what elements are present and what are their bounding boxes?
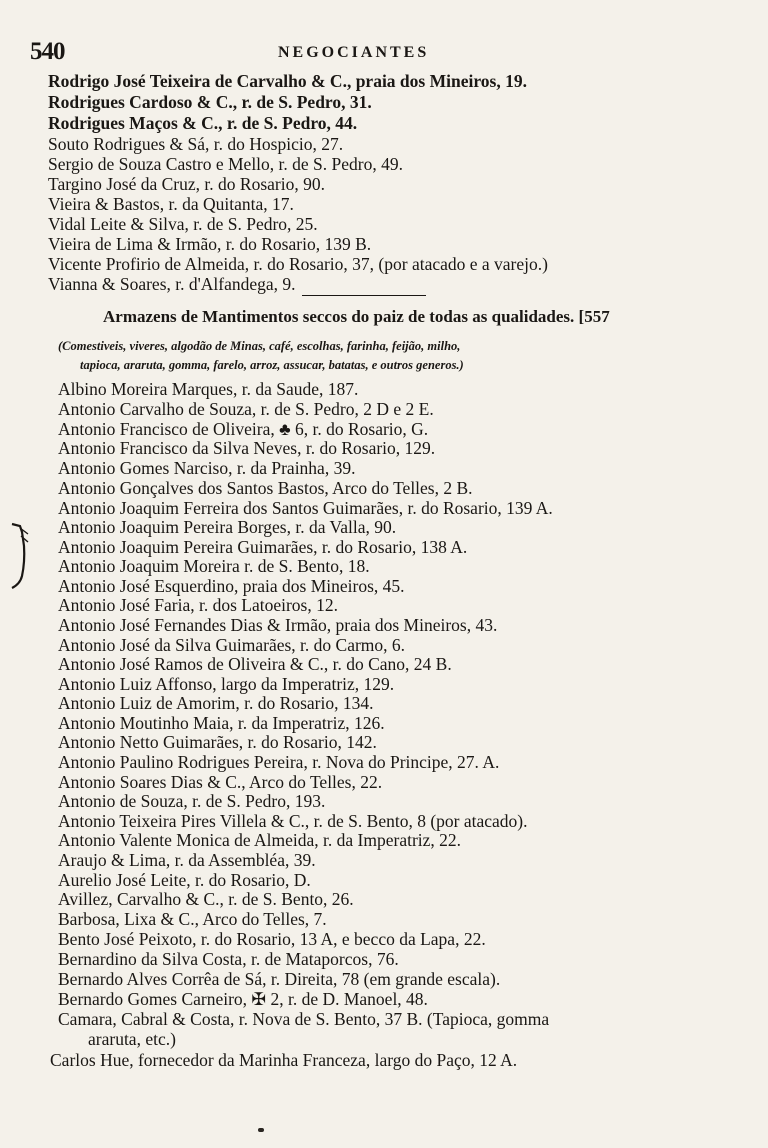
list-item: Antonio Joaquim Moreira r. de S. Bento, 18. [58, 556, 370, 576]
list-item: Souto Rodrigues & Sá, r. do Hospicio, 27. [48, 134, 344, 154]
list-item: Aurelio José Leite, r. do Rosario, D. [58, 870, 311, 890]
list-item: Avillez, Carvalho & C., r. de S. Bento, 26. [58, 889, 354, 909]
list-item-continuation: araruta, etc.) [88, 1029, 176, 1049]
ink-speck [258, 1128, 264, 1132]
list-item: Antonio Paulino Rodrigues Pereira, r. Nova do Principe, 27. A. [58, 752, 500, 772]
list-item: Rodrigues Cardoso & C., r. de S. Pedro, 31. [48, 92, 372, 112]
list-item: Rodrigo José Teixeira de Carvalho & C., praia dos Mineiros, 19. [48, 71, 527, 91]
list-item: Vicente Profirio de Almeida, r. do Rosario, 37, (por atacado e a varejo.) [48, 254, 548, 274]
list-item: Antonio Netto Guimarães, r. do Rosario, 142. [58, 732, 377, 752]
list-item: Antonio José Esquerdino, praia dos Mineiros, 45. [58, 576, 405, 596]
list-item: Antonio Gomes Narciso, r. da Prainha, 39. [58, 458, 356, 478]
section-note [58, 337, 698, 375]
list-item: Bernardino da Silva Costa, r. de Mataporcos, 76. [58, 949, 399, 969]
margin-bracket-mark [8, 522, 34, 590]
list-item: Vianna & Soares, r. d'Alfandega, 9. [48, 274, 296, 294]
list-item: Bernardo Alves Corrêa de Sá, r. Direita, 78 (em grande escala). [58, 969, 501, 989]
list-item: Vieira de Lima & Irmão, r. do Rosario, 139 B. [48, 234, 372, 254]
list-item: Antonio José Fernandes Dias & Irmão, praia dos Mineiros, 43. [58, 615, 498, 635]
list-item: Antonio José Ramos de Oliveira & C., r. do Cano, 24 B. [58, 654, 452, 674]
list-item: Antonio Francisco de Oliveira, ♣ 6, r. do Rosario, G. [58, 419, 429, 439]
list-item: Antonio de Souza, r. de S. Pedro, 193. [58, 791, 326, 811]
list-item: Araujo & Lima, r. da Assembléa, 39. [58, 850, 316, 870]
list-item: Antonio Valente Monica de Almeida, r. da Imperatriz, 22. [58, 830, 462, 850]
section-note-line: (Comestiveis, viveres, algodão de Minas, café, escolhas, farinha, feijão, milho, [58, 339, 461, 353]
list-item: Barbosa, Lixa & C., Arco do Telles, 7. [58, 909, 327, 929]
page-header [30, 38, 730, 68]
running-title: NEGOCIANTES [278, 44, 430, 61]
list-item: Antonio Teixeira Pires Villela & C., r. de S. Bento, 8 (por atacado). [58, 811, 528, 831]
section-divider [302, 295, 426, 296]
list-item: Albino Moreira Marques, r. da Saude, 187. [58, 379, 359, 399]
list-item: Vieira & Bastos, r. da Quitanta, 17. [48, 194, 294, 214]
list-item: Antonio Joaquim Ferreira dos Santos Guimarães, r. do Rosario, 139 A. [58, 498, 553, 518]
list-item: Antonio Moutinho Maia, r. da Imperatriz, 126. [58, 713, 385, 733]
list-item: Antonio Luiz Affonso, largo da Imperatriz, 129. [58, 674, 395, 694]
list-item: Vidal Leite & Silva, r. de S. Pedro, 25. [48, 214, 318, 234]
list-item: Bento José Peixoto, r. do Rosario, 13 A, e becco da Lapa, 22. [58, 929, 486, 949]
list-item: Targino José da Cruz, r. do Rosario, 90. [48, 174, 325, 194]
list-item: Rodrigues Maços & C., r. de S. Pedro, 44. [48, 113, 358, 133]
list-item: Antonio Francisco da Silva Neves, r. do Rosario, 129. [58, 438, 436, 458]
list-item: Antonio Soares Dias & C., Arco do Telles, 22. [58, 772, 383, 792]
list-item: Carlos Hue, fornecedor da Marinha Franceza, largo do Paço, 12 A. [50, 1050, 518, 1070]
list-item: Antonio José Faria, r. dos Latoeiros, 12. [58, 595, 338, 615]
page-number: 540 [30, 38, 65, 65]
list-item: Antonio Carvalho de Souza, r. de S. Pedro, 2 D e 2 E. [58, 399, 434, 419]
list-item: Antonio Gonçalves dos Santos Bastos, Arco do Telles, 2 B. [58, 478, 473, 498]
list-item: Antonio Joaquim Pereira Guimarães, r. do Rosario, 138 A. [58, 537, 468, 557]
section-heading: Armazens de Mantimentos seccos do paiz de todas as qualidades. [557 [103, 307, 610, 326]
list-item: Antonio José da Silva Guimarães, r. do Carmo, 6. [58, 635, 406, 655]
list-item: Camara, Cabral & Costa, r. Nova de S. Bento, 37 B. (Tapioca, gomma [58, 1009, 550, 1029]
section-note-line: tapioca, araruta, gomma, farelo, arroz, assucar, batatas, e outros generos.) [80, 358, 464, 372]
list-item: Sergio de Souza Castro e Mello, r. de S. Pedro, 49. [48, 154, 403, 174]
list-item: Antonio Luiz de Amorim, r. do Rosario, 134. [58, 693, 374, 713]
list-item: Antonio Joaquim Pereira Borges, r. da Valla, 90. [58, 517, 397, 537]
list-item: Bernardo Gomes Carneiro, ✠ 2, r. de D. Manoel, 48. [58, 989, 428, 1009]
